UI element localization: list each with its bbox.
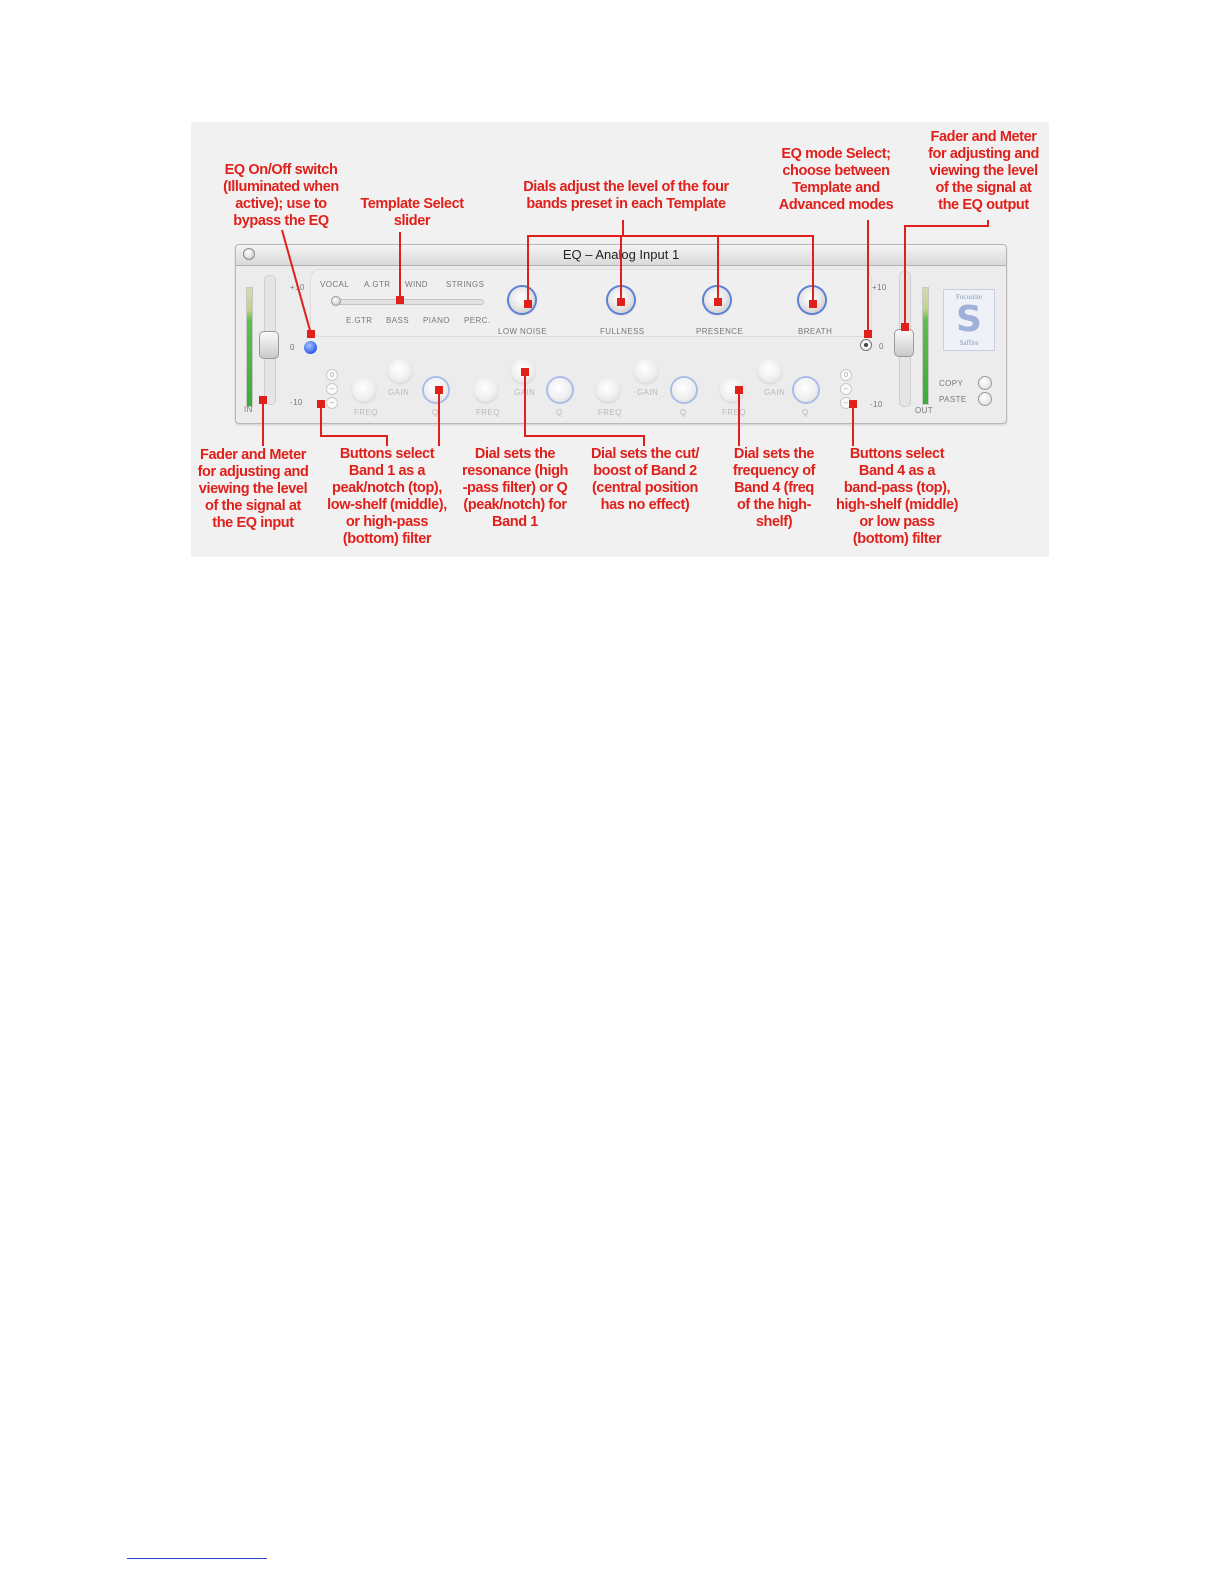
callout-line: Dial sets the <box>733 446 815 462</box>
template-label-top: VOCAL <box>320 280 350 289</box>
breath-dial[interactable] <box>799 287 825 313</box>
input-scale-mid: 0 <box>290 343 295 352</box>
callout-band4-buttons <box>827 446 967 548</box>
callout-freq-dial <box>719 446 829 531</box>
template-slider-knob[interactable] <box>331 296 341 306</box>
callout-line: Template and <box>792 180 880 196</box>
footnote-rule <box>127 1558 267 1559</box>
output-scale-bottom: -10 <box>870 400 883 409</box>
callout-line: high-shelf (middle) <box>835 497 959 513</box>
band4-lowpass-button[interactable]: − <box>840 397 852 409</box>
adv-label: Q <box>680 408 687 417</box>
band-dial-label: BREATH <box>798 327 833 336</box>
callout-line: Fader and Meter <box>930 129 1037 145</box>
callout-line: low-shelf (middle), <box>327 497 447 513</box>
callout-eq-switch <box>211 162 351 230</box>
callout-line: frequency of <box>732 463 816 479</box>
adv-label: GAIN <box>637 388 659 397</box>
input-level-meter <box>246 287 253 407</box>
input-scale-top: +10 <box>290 283 305 292</box>
callout-line: the EQ input <box>212 515 294 531</box>
paste-button[interactable] <box>978 392 992 406</box>
eq-mode-select[interactable] <box>860 339 872 351</box>
saffire-logo <box>943 289 995 351</box>
callout-line: or high-pass <box>345 514 429 530</box>
input-fader-handle[interactable] <box>259 331 279 359</box>
adv-label: GAIN <box>764 388 786 397</box>
band4-gain-dial[interactable] <box>758 359 782 383</box>
band1-highpass-button[interactable]: − <box>326 397 338 409</box>
callout-line: (bottom) filter <box>852 531 942 547</box>
callout-fader-out <box>916 129 1051 214</box>
band-dial-label: PRESENCE <box>696 327 744 336</box>
callout-line: for adjusting and <box>197 464 309 480</box>
callout-line: EQ On/Off switch <box>224 162 338 178</box>
band1-q-dial[interactable] <box>424 378 448 402</box>
callout-line: band-pass (top), <box>843 480 951 496</box>
band1-gain-dial[interactable] <box>388 359 412 383</box>
logo-letter: S <box>956 299 982 340</box>
callout-line: Band 4 (freq <box>734 480 814 496</box>
logo-product: Saffire <box>959 339 979 347</box>
callout-line: active); use to <box>235 196 327 212</box>
callout-dials-adjust <box>501 179 751 213</box>
callout-line: Dials adjust the level of the four <box>523 179 729 195</box>
band4-q-dial[interactable] <box>794 378 818 402</box>
output-scale-mid: 0 <box>879 342 884 351</box>
callout-template-select <box>347 196 477 230</box>
output-scale-top: +10 <box>872 283 887 292</box>
callout-line: resonance (high <box>462 463 568 479</box>
callout-line: bands preset in each Template <box>526 196 726 212</box>
band1-lowshelf-button[interactable]: − <box>326 383 338 395</box>
template-label-top: WIND <box>405 280 428 289</box>
callout-line: for adjusting and <box>928 146 1039 162</box>
callout-line: Band 1 as a <box>348 463 426 479</box>
adv-label: FREQ <box>476 408 500 417</box>
band3-freq-dial[interactable] <box>596 378 620 402</box>
low-noise-dial[interactable] <box>509 287 535 313</box>
annotated-eq-figure <box>191 122 1049 557</box>
output-level-meter <box>922 287 929 405</box>
adv-label: GAIN <box>514 388 536 397</box>
window-title: EQ – Analog Input 1 <box>562 247 680 262</box>
adv-label: Q <box>802 408 809 417</box>
callout-line: choose between <box>782 163 890 179</box>
input-label: IN <box>244 405 253 414</box>
callout-line: Buttons select <box>849 446 945 462</box>
template-label-top: A.GTR <box>364 280 391 289</box>
template-label-top: STRINGS <box>446 280 485 289</box>
callout-line: -pass filter) or Q <box>462 480 568 496</box>
callout-line: (central position <box>592 480 698 496</box>
callout-line: viewing the level <box>198 481 308 497</box>
callout-line: (peak/notch) for <box>463 497 567 513</box>
fullness-dial[interactable] <box>608 287 634 313</box>
callout-line: slider <box>393 213 431 229</box>
adv-label: GAIN <box>388 388 410 397</box>
adv-label: Q <box>556 408 563 417</box>
copy-button[interactable] <box>978 376 992 390</box>
template-label-bottom: PIANO <box>423 316 450 325</box>
band1-peak-button[interactable]: 0 <box>326 369 338 381</box>
callout-line: has no effect) <box>600 497 690 513</box>
callout-fader-in <box>191 447 315 532</box>
callout-line: Template Select <box>360 196 464 212</box>
input-scale-bottom: -10 <box>290 398 303 407</box>
callout-line: the EQ output <box>938 197 1029 213</box>
template-label-bottom: PERC. <box>464 316 491 325</box>
eq-onoff-switch[interactable] <box>304 341 317 354</box>
band3-q-dial[interactable] <box>672 378 696 402</box>
callout-line: of the signal at <box>935 180 1032 196</box>
adv-label: FREQ <box>598 408 622 417</box>
band4-bandpass-button[interactable]: 0 <box>840 369 852 381</box>
callout-line: EQ mode Select; <box>781 146 891 162</box>
adv-label: FREQ <box>354 408 378 417</box>
band2-gain-dial[interactable] <box>511 359 535 383</box>
callout-line: Dial sets the cut/ <box>590 446 700 462</box>
callout-line: Fader and Meter <box>200 447 306 463</box>
output-label: OUT <box>915 406 934 415</box>
callout-line: of the high- <box>736 497 812 513</box>
callout-line: (bottom) filter <box>342 531 432 547</box>
callout-line: bypass the EQ <box>233 213 329 229</box>
callout-line: Advanced modes <box>778 197 894 213</box>
adv-label: FREQ <box>722 408 746 417</box>
callout-line: Dial sets the <box>474 446 556 462</box>
callout-line: Band 1 <box>492 514 538 530</box>
band3-gain-dial[interactable] <box>634 359 658 383</box>
callout-line: Buttons select <box>339 446 435 462</box>
adv-label: Q <box>432 408 439 417</box>
callout-eq-mode <box>771 146 901 214</box>
callout-cut-boost-dial <box>577 446 713 514</box>
template-label-bottom: E.GTR <box>346 316 373 325</box>
callout-line: Band 4 as a <box>858 463 936 479</box>
callout-line: (Illuminated when <box>223 179 339 195</box>
callout-line: viewing the level <box>929 163 1038 179</box>
callout-resonance-dial <box>453 446 577 531</box>
output-fader-handle[interactable] <box>894 329 914 357</box>
copy-label: COPY <box>939 379 964 388</box>
band2-q-dial[interactable] <box>548 378 572 402</box>
band1-freq-dial[interactable] <box>352 378 376 402</box>
template-slider-track[interactable] <box>334 299 484 305</box>
band-dial-label: FULLNESS <box>600 327 645 336</box>
window-titlebar <box>236 245 1006 266</box>
callout-line: boost of Band 2 <box>593 463 697 479</box>
callout-band1-buttons <box>319 446 455 548</box>
band2-freq-dial[interactable] <box>474 378 498 402</box>
paste-label: PASTE <box>939 395 967 404</box>
callout-line: shelf) <box>755 514 793 530</box>
callout-line: or low pass <box>859 514 935 530</box>
presence-dial[interactable] <box>704 287 730 313</box>
eq-window <box>235 244 1007 424</box>
band-dial-label: LOW NOISE <box>498 327 547 336</box>
band4-highshelf-button[interactable]: − <box>840 383 852 395</box>
template-label-bottom: BASS <box>386 316 409 325</box>
callout-line: peak/notch (top), <box>331 480 442 496</box>
band4-freq-dial[interactable] <box>720 378 744 402</box>
logo-brand: Focusrite <box>955 293 983 301</box>
callout-line: of the signal at <box>205 498 301 514</box>
